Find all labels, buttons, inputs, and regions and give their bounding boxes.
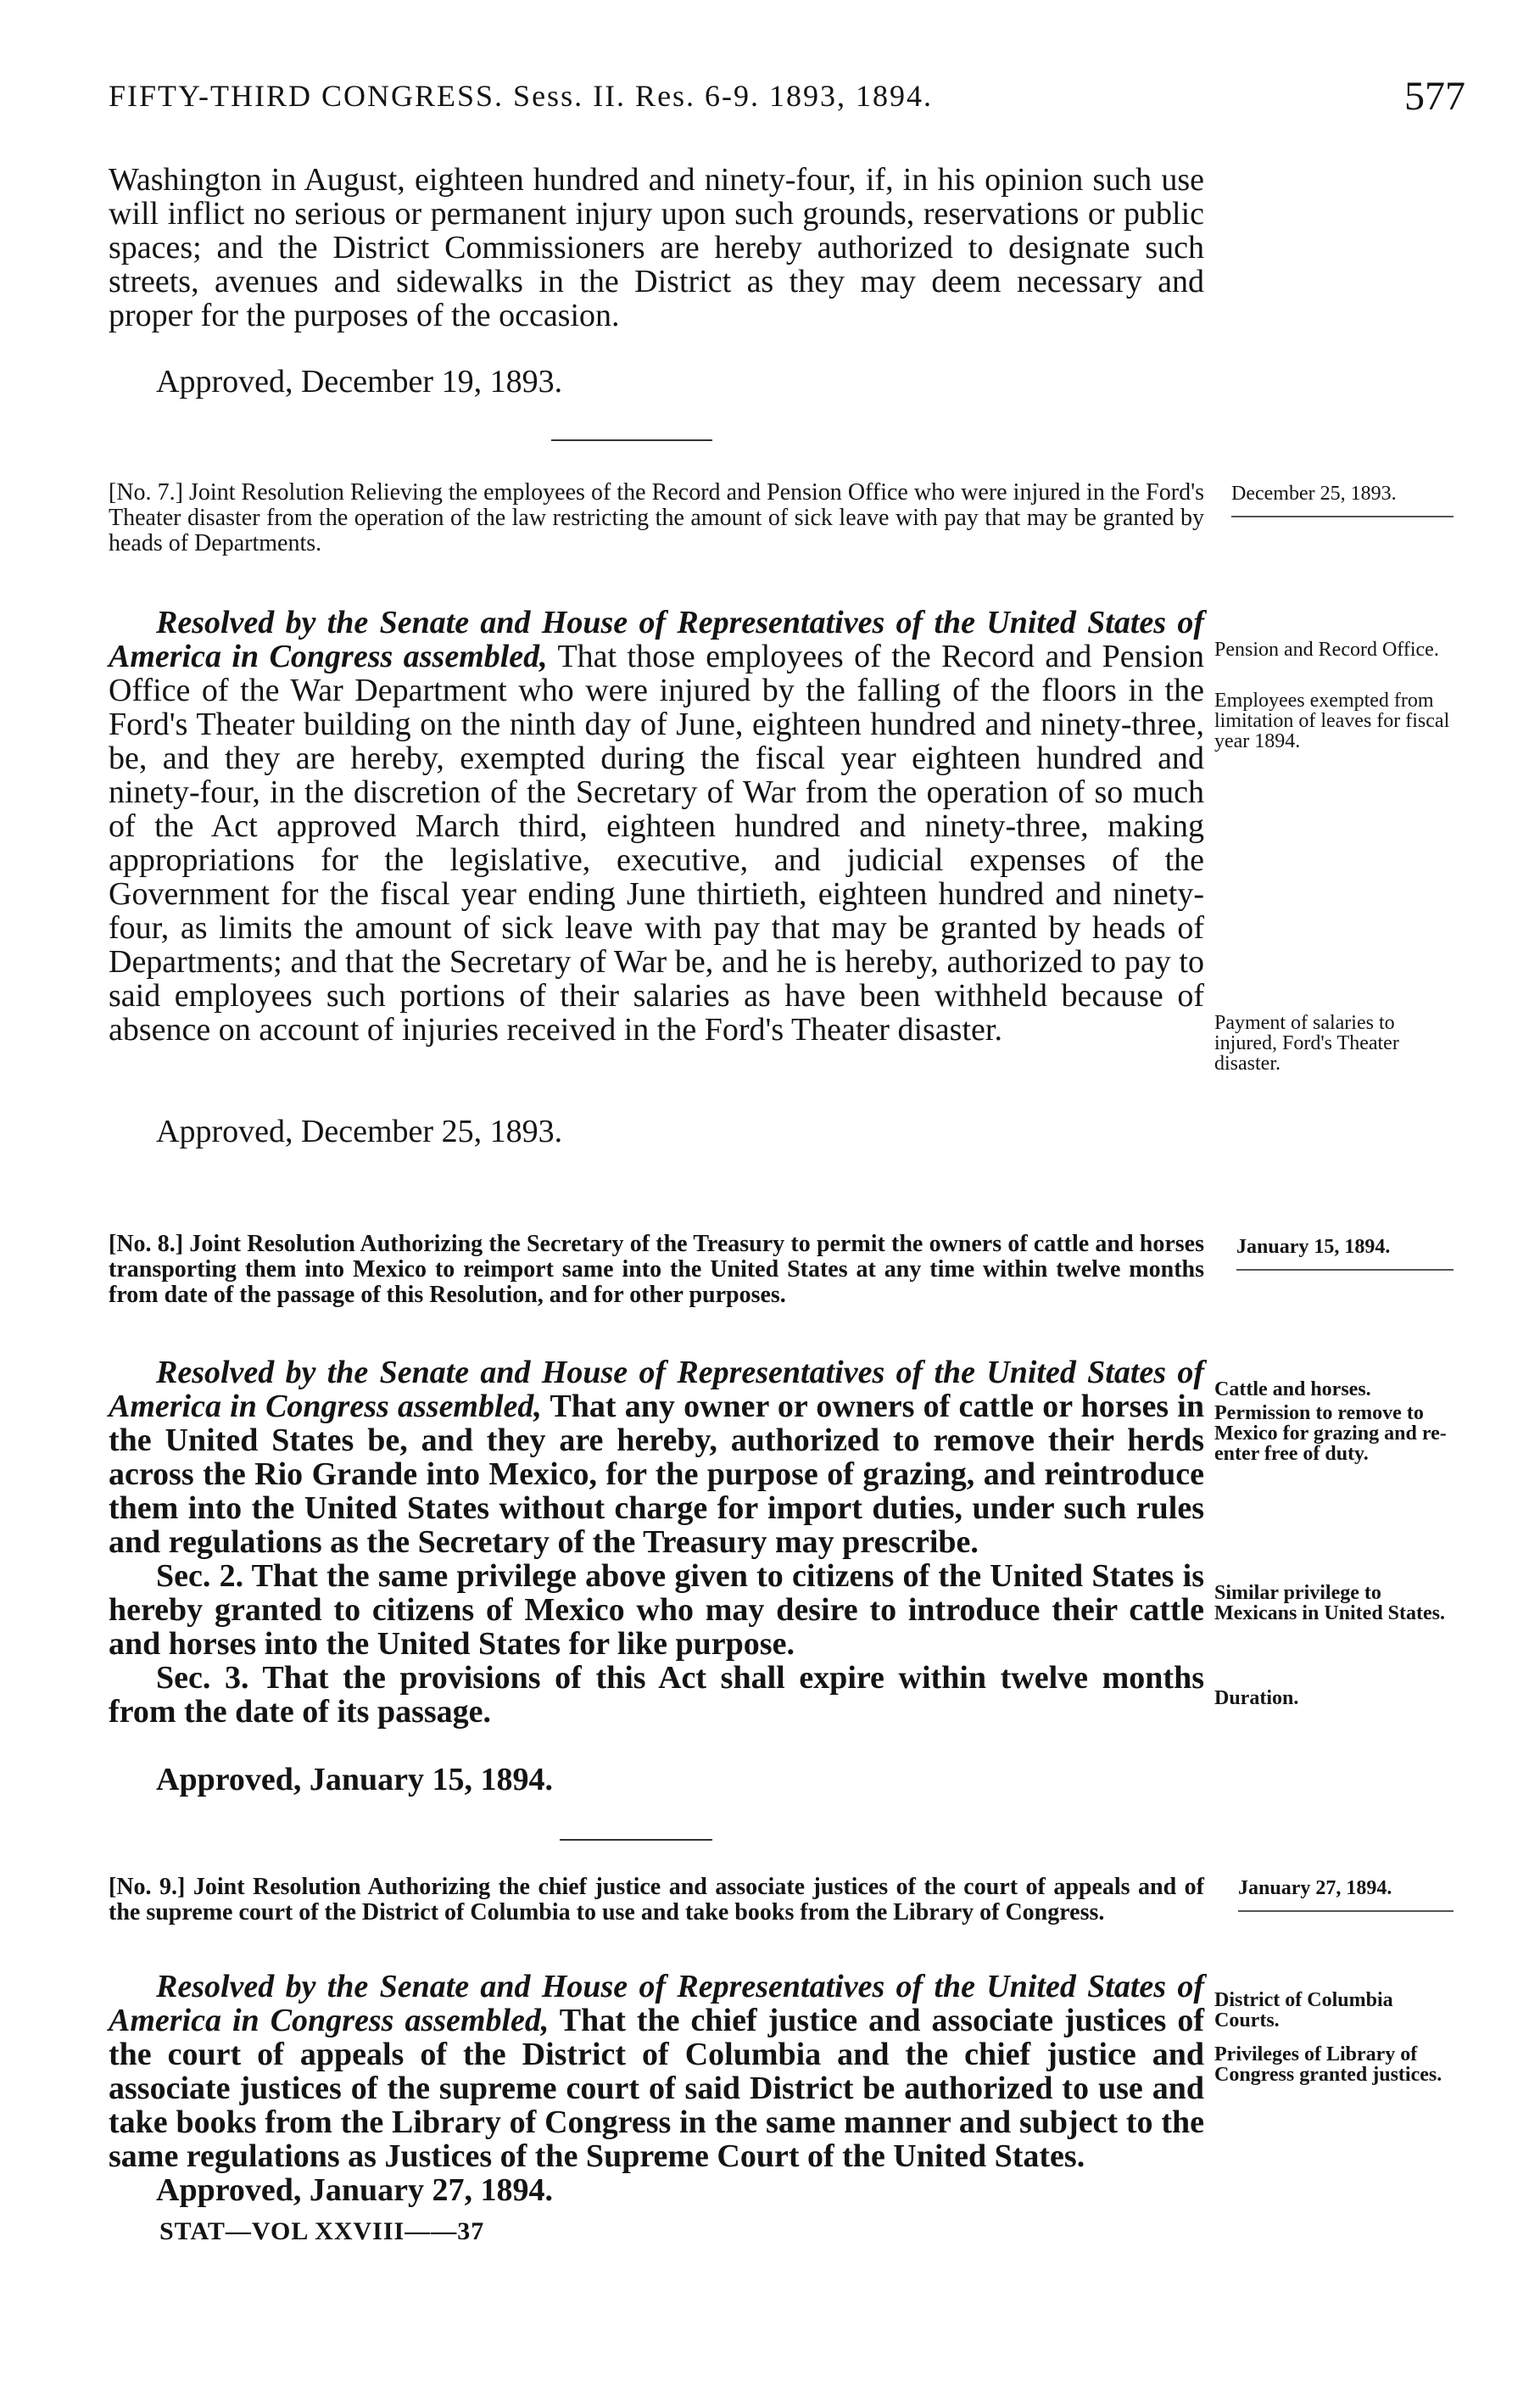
margin-note-pension-office: Pension and Record Office.: [1214, 639, 1439, 661]
resolution-7-date-block: [1231, 482, 1454, 517]
resolution-7-text: [109, 606, 1204, 1047]
margin-note-employees-exempted: Employees exempted from limitation of leaves for fiscal year 1894.: [1214, 690, 1450, 752]
margin-note-library-privileges: Privileges of Library of Congress granted justices.: [1214, 2043, 1442, 2086]
resolution-8-enacting-clause: Resolved by the Senate and House of Representatives of the United States of America in Congress assembled,: [109, 1355, 1204, 1424]
signature-line: STAT—VOL XXVIII——37: [159, 2217, 485, 2245]
resolution-8-date-block: [1236, 1235, 1454, 1271]
section-divider: [551, 439, 712, 441]
resolution-8-date: January 15, 1894.: [1236, 1236, 1391, 1258]
margin-note-cattle-horses: Cattle and horses.: [1214, 1378, 1371, 1400]
resolution-9-enacting-clause: Resolved by the Senate and House of Representatives of the United States of America in Congress assembled,: [109, 1969, 1204, 2038]
resolution-8-number: [No. 8.]: [109, 1231, 184, 1257]
page-number: 577: [1404, 74, 1465, 119]
resolution-7-number: [No. 7.]: [109, 479, 183, 506]
page-header: [109, 74, 1465, 129]
resolution-8-date-rule: [1236, 1269, 1454, 1271]
approved-jan-15: Approved, January 15, 1894.: [156, 1762, 554, 1797]
margin-note-dc-courts: District of Columbia Courts.: [1214, 1989, 1393, 2032]
resolution-7-date-rule: [1231, 516, 1454, 517]
resolution-9-summary: [109, 1875, 1204, 1925]
resolution-9-text: [109, 1970, 1204, 2173]
margin-note-permission-remove: Permission to remove to Mexico for grazing and re-enter free of duty.: [1214, 1402, 1447, 1465]
resolution-8-summary: [109, 1232, 1204, 1308]
approved-dec-19: Approved, December 19, 1893.: [156, 364, 563, 400]
margin-note-payment-salaries: Payment of salaries to injured, Ford's Theater disaster.: [1214, 1012, 1399, 1075]
continuation-block: [109, 163, 1204, 333]
resolution-7-date: December 25, 1893.: [1231, 483, 1397, 505]
resolution-8-sec-2: Sec. 2. That the same privilege above given to citizens of the United States is hereby granted to citizens of Mexico who may desire to introduce their cattle and horses into the United States for like purpose.: [109, 1558, 1204, 1662]
continuation-text: Washington in August, eighteen hundred and ninety-four, if, in his opinion such use will inflict no serious or permanent injury upon such grounds, reservations or public spaces; and the District Commissioners are hereby authorized to designate such streets, avenues and sidewalks in the District as they may deem necessary and proper for the purposes of the occasion.: [109, 162, 1204, 333]
resolution-8-title: Joint Resolution Authorizing the Secretary of the Treasury to permit the owners of cattle and horses transporting them into Mexico to reimport same into the United States at any time within twelve months from date of the passage of this Resolution, and for other purposes.: [109, 1231, 1205, 1308]
resolution-7-summary: [109, 480, 1204, 556]
resolution-8-text: [109, 1355, 1204, 1729]
resolution-9-date-rule: [1238, 1910, 1454, 1912]
margin-note-duration: Duration.: [1214, 1687, 1299, 1709]
resolution-7-body: That those employees of the Record and Pension Office of the War Department who were injured by the falling of the floors in the Ford's Theater building on the ninth day of June, eighteen hundred and ninety-three, be, and they are hereby, exempted during the fiscal year eighteen hundred and ninety-four, in the discretion of the Secretary of War from the operation of so much of the Act approved March third, eighteen hundred and ninety-three, making appropriations for the legislative, executive, and judicial expenses of the Government for the fiscal year ending June thirtieth, eighteen hundred and ninety-four, as limits the amount of sick leave with pay that may be granted by heads of Departments; and that the Secretary of War be, and he is hereby, authorized to pay to said employees such portions of their salaries as have been withheld because of absence on account of injuries received in the Ford's Theater disaster.: [109, 639, 1204, 1048]
resolution-9-title: Joint Resolution Authorizing the chief justice and associate justices of the court of appeals and of the supreme court of the District of Columbia to use and take books from the Library of Congress.: [109, 1874, 1204, 1925]
resolution-9-date: January 27, 1894.: [1238, 1877, 1392, 1899]
resolution-8-body: That any owner or owners of cattle or horses in the United States be, and they are hereby, authorized to remove their herds across the Rio Grande into Mexico, for the purpose of grazing, and reintroduce them into the United States without charge for import duties, under such rules and regulations as the Secretary of the Treasury may prescribe.: [109, 1389, 1204, 1560]
running-head: FIFTY-THIRD CONGRESS. Sess. II. Res. 6-9. 1893, 1894.: [109, 79, 934, 113]
section-divider-2: [560, 1839, 712, 1841]
resolution-7-enacting-clause: Resolved by the Senate and House of Representatives of the United States of America in Congress assembled,: [109, 605, 1204, 674]
resolution-7-title: Joint Resolution Relieving the employees of the Record and Pension Office who were injured in the Ford's Theater disaster from the operation of the law restricting the amount of sick leave with pay that may be granted by heads of Departments.: [109, 479, 1205, 556]
resolution-9-number: [No. 9.]: [109, 1874, 186, 1900]
resolution-9-date-block: [1238, 1876, 1454, 1912]
approved-jan-27: Approved, January 27, 1894.: [156, 2172, 554, 2208]
margin-note-similar-privilege: Similar privilege to Mexicans in United States.: [1214, 1582, 1445, 1624]
resolution-9-body: That the chief justice and associate justices of the court of appeals of the District of Columbia and the chief justice and associate justices of the supreme court of said District be authorized to use and take books from the Library of Congress in the same manner and subject to the same regulations as Justices of the Supreme Court of the United States.: [109, 2003, 1204, 2174]
approved-dec-25: Approved, December 25, 1893.: [156, 1114, 563, 1149]
resolution-8-sec-3: Sec. 3. That the provisions of this Act shall expire within twelve months from the date of its passage.: [109, 1660, 1204, 1730]
